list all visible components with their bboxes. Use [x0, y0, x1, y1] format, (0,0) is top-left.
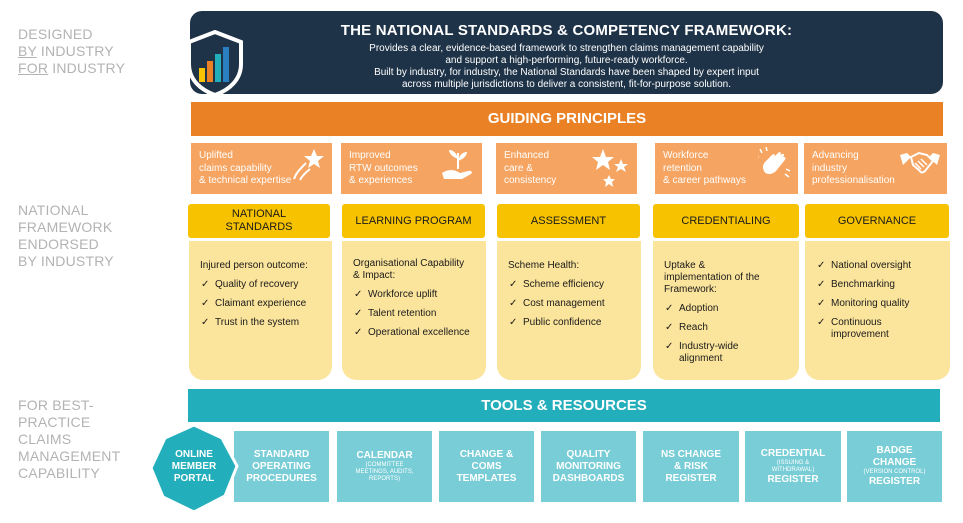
principle-line: care & [504, 162, 533, 174]
tile-subline: MEETINGS, AUDITS, [355, 469, 414, 475]
principle-card-professionalisation [804, 143, 947, 194]
pillar-checklist-item [200, 298, 324, 310]
tool-tile-calendar[interactable] [337, 431, 432, 502]
side-label-line: BY INDUSTRY [18, 253, 114, 269]
item-text: Benchmarking [831, 279, 895, 290]
header-body [190, 43, 943, 91]
item-text: Workforce uplift [368, 289, 438, 300]
pillar-checklist-item [664, 341, 791, 365]
header-line: Provides a clear, evidence-based framework to strengthen claims management capability [369, 43, 764, 54]
pillar-title-line: ASSESSMENT [530, 214, 607, 227]
tools-resources-banner: TOOLS & RESOURCES [188, 389, 940, 422]
pillar-checklist-item [508, 317, 633, 329]
tile-line: PROCEDURES [246, 472, 317, 484]
principle-line: Uplifted [199, 150, 233, 161]
pillar-body-credentialing [653, 241, 799, 380]
side-label-line: PRACTICE [18, 414, 91, 430]
tile-subline: (COMMITTEE [365, 462, 404, 468]
pillar-checklist-item [664, 303, 791, 315]
framework-header [190, 11, 943, 94]
pillar-checklist-item [664, 322, 791, 334]
pillar-header-credentialing [653, 204, 799, 238]
principle-line: & experiences [349, 175, 413, 186]
tile-line: REGISTER [767, 473, 819, 485]
header-title: THE NATIONAL STANDARDS & COMPETENCY FRAMEWORK: [340, 22, 793, 39]
principle-line: retention [663, 162, 702, 174]
tile-line: REGISTER [868, 476, 921, 487]
tool-tile-sop[interactable] [234, 431, 329, 502]
pillar-body-national-standards [189, 241, 332, 380]
pillar-title-line: GOVERNANCE [837, 214, 917, 227]
item-text: Quality of recovery [215, 279, 299, 290]
principle-card-rtw-outcomes [341, 143, 482, 194]
side-label-line: CLAIMS [18, 431, 72, 447]
tile-subline: WITHDRAWAL) [771, 466, 815, 473]
item-text: Reach [679, 322, 708, 333]
principle-line: RTW outcomes [349, 162, 418, 174]
pillar-checklist-item [353, 289, 478, 301]
pillar-checklist-item [200, 317, 324, 329]
item-text: Trust in the system [215, 317, 300, 328]
pillar-lead: implementation of the [664, 272, 760, 283]
item-text: Scheme efficiency [523, 279, 604, 290]
principle-line: & career pathways [663, 175, 746, 186]
side-label-line: INDUSTRY [52, 60, 126, 76]
pillar-body-governance [805, 241, 950, 380]
tile-line: QUALITY [566, 448, 611, 460]
pillar-checklist-item [816, 279, 942, 291]
side-label-line: CAPABILITY [18, 465, 100, 481]
principle-card-workforce-retention [655, 143, 798, 194]
item-text: National oversight [831, 260, 912, 271]
pillar-lead: Organisational Capability [353, 258, 465, 269]
pillar-checklist-item [508, 279, 633, 291]
principle-line: Improved [349, 150, 391, 161]
pillar-header-assessment [497, 204, 640, 238]
tile-line: REGISTER [665, 472, 717, 484]
side-label-line: BY [18, 43, 37, 59]
side-label-line: MANAGEMENT [18, 448, 121, 464]
item-text: Cost management [523, 298, 605, 309]
pillar-checklist-item [353, 308, 478, 320]
pillar-checklist-item [816, 298, 942, 310]
pillar-title-line: LEARNING PROGRAM [355, 214, 472, 227]
side-label-line: ENDORSED [18, 236, 99, 252]
pillar-checklist-item [816, 317, 942, 341]
item-text: ✓ Industry-wide [679, 341, 739, 352]
portal-line: PORTAL [173, 473, 215, 484]
pillar-body-assessment [497, 241, 641, 380]
principle-card-care-consistency [496, 143, 637, 194]
pillar-title-line: CREDENTIALING [681, 214, 771, 227]
principle-line: & technical expertise [199, 175, 292, 186]
tile-line: OPERATING [252, 460, 311, 472]
tile-line: DASHBOARDS [552, 472, 625, 484]
item-text: Claimant experience [215, 298, 307, 309]
header-line: and support a high-performing, future-ready workforce. [445, 55, 688, 66]
tool-tile-badge-change-register[interactable] [847, 431, 942, 502]
principle-card-claims-capability [191, 143, 332, 194]
pillar-lead: Uptake & [664, 260, 706, 271]
pillar-header-learning-program [342, 204, 485, 238]
side-label-line: DESIGNED [18, 26, 93, 42]
tool-tile-credential-register[interactable] [745, 431, 841, 502]
side-label-line: INDUSTRY [40, 43, 114, 59]
item-text: alignment [679, 353, 723, 364]
tile-line: TEMPLATES [456, 472, 517, 484]
tile-line: STANDARD [253, 448, 310, 460]
pillar-lead: Scheme Health: [508, 260, 580, 271]
tile-line: & RISK [674, 460, 708, 472]
tile-line: MONITORING [556, 460, 621, 472]
guiding-principles-banner: GUIDING PRINCIPLES [191, 102, 943, 136]
tile-line: CREDENTIAL [760, 447, 826, 459]
tile-line: CHANGE [872, 457, 917, 468]
side-label-best-practice [18, 397, 120, 482]
side-label-designed [18, 26, 125, 77]
principle-line: consistency [504, 175, 557, 186]
tile-subline: (VERSION CONTROL) [863, 469, 926, 475]
principle-line: claims capability [199, 162, 272, 174]
item-text: Adoption [679, 303, 719, 314]
tool-tile-ns-change-risk[interactable] [643, 431, 739, 502]
shield-chart-logo-icon [186, 30, 244, 96]
pillar-header-national-standards [188, 204, 330, 238]
item-text: improvement [831, 329, 889, 340]
tile-line: CALENDAR [356, 450, 413, 461]
side-label-line: FOR BEST- [18, 397, 94, 413]
principle-line: Advancing [812, 150, 859, 161]
pillar-checklist-item [200, 279, 324, 291]
online-member-portal-label[interactable] [149, 449, 239, 485]
pillar-header-governance [805, 204, 949, 238]
item-text: Public confidence [523, 317, 602, 328]
portal-line: MEMBER [171, 461, 217, 472]
side-label-line: NATIONAL [18, 202, 89, 218]
pillar-checklist-item [353, 327, 478, 339]
item-text: Operational excellence [368, 327, 470, 338]
side-label-endorsed [18, 202, 114, 270]
pillar-lead: Framework: [664, 284, 717, 295]
item-text: Talent retention [368, 308, 437, 319]
tile-subline: (ISSUING & [776, 459, 810, 466]
pillar-lead: & Impact: [353, 270, 396, 281]
pillar-lead: Injured person outcome: [200, 260, 308, 271]
tile-line: CHANGE & [459, 448, 514, 460]
tool-tile-change-coms[interactable] [439, 431, 534, 502]
principle-line: Enhanced [504, 150, 550, 161]
principle-line: professionalisation [812, 175, 895, 186]
pillar-title-line: STANDARDS [225, 221, 293, 233]
portal-line: ONLINE [175, 449, 213, 460]
item-text: Monitoring quality [831, 298, 910, 309]
pillar-title-line: NATIONAL [231, 208, 287, 220]
side-label-line: FOR [18, 60, 49, 76]
tile-line: COMS [471, 460, 502, 472]
header-line: across multiple jurisdictions to deliver a consistent, fit-for-purpose solution. [401, 79, 732, 90]
side-label-line: FRAMEWORK [18, 219, 113, 235]
item-text: ✓ Continuous [831, 317, 882, 328]
tile-line: NS CHANGE [660, 448, 721, 460]
principle-line: industry [812, 162, 848, 174]
tool-tile-quality-dashboards[interactable] [541, 431, 636, 502]
header-line: Built by industry, for industry, the National Standards have been shaped by expert input [374, 67, 759, 78]
pillar-checklist-item [508, 298, 633, 310]
pillar-checklist-item [816, 260, 942, 272]
tile-subline: REPORTS) [369, 476, 400, 482]
principle-line: Workforce [663, 150, 709, 161]
pillar-body-learning-program [342, 241, 486, 380]
tile-line: BADGE [876, 445, 913, 456]
